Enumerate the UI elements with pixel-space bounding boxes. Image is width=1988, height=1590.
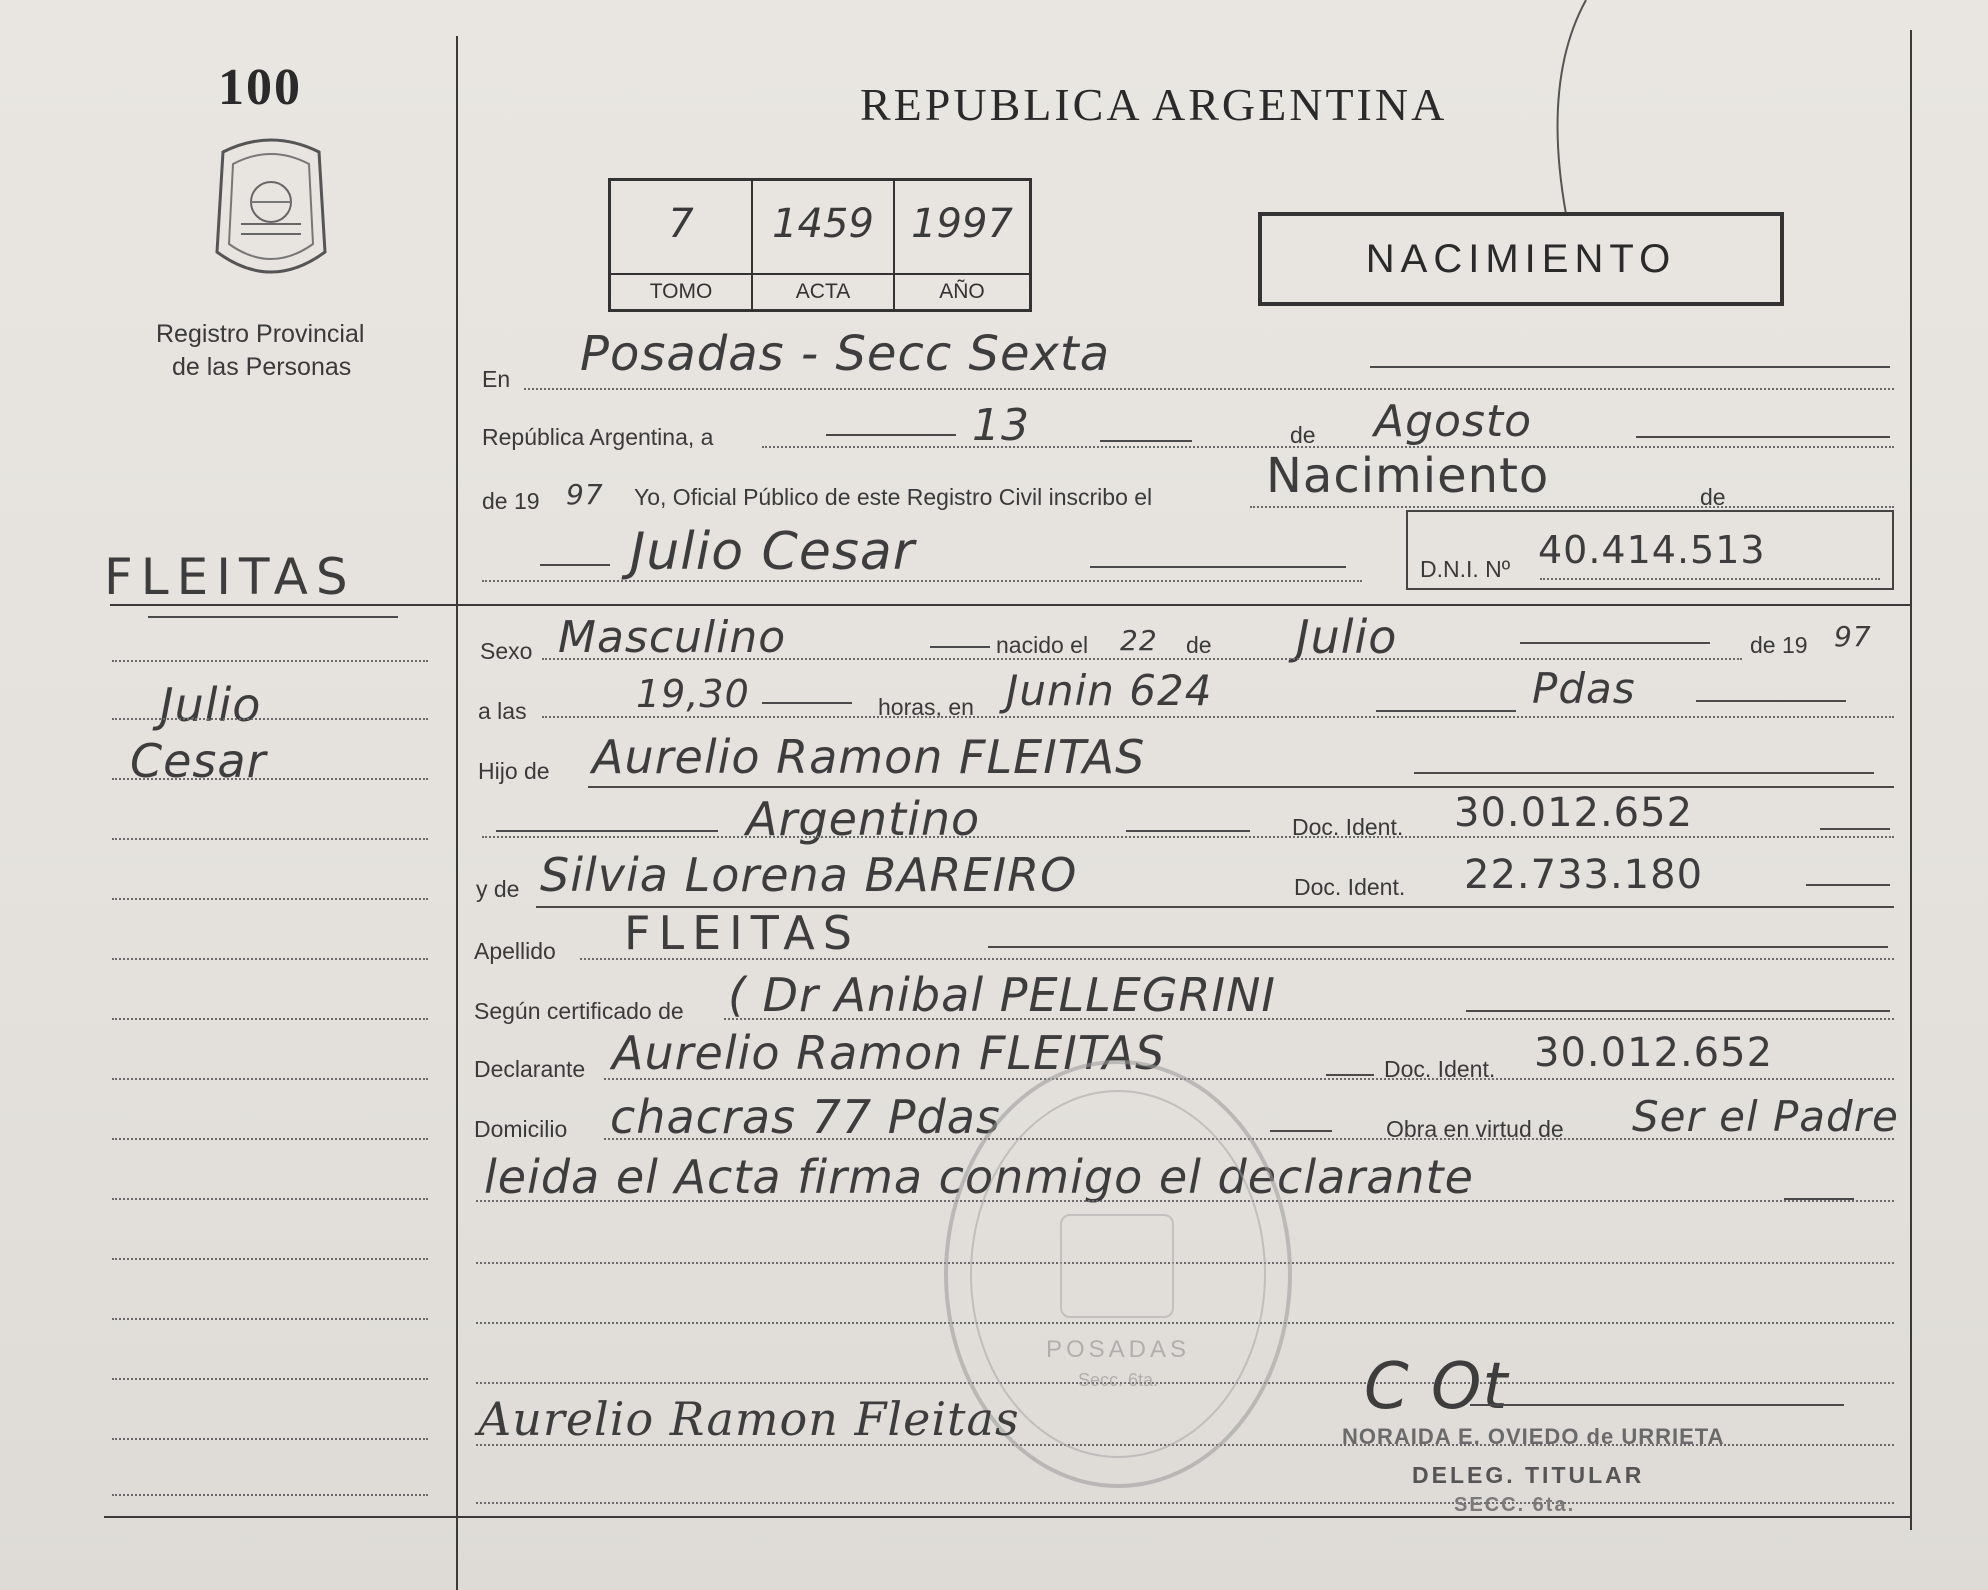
a-las-line bbox=[542, 716, 1894, 718]
column-divider bbox=[456, 36, 458, 1590]
horas-en-label: horas, en bbox=[878, 694, 974, 720]
padre-dash bbox=[1414, 772, 1874, 774]
anio-label: AÑO bbox=[895, 273, 1029, 309]
margin-line bbox=[112, 1018, 428, 1020]
day-value: 13 bbox=[972, 400, 1030, 451]
bottom-rule bbox=[104, 1516, 1910, 1518]
inscribo-value: Nacimiento bbox=[1266, 448, 1550, 504]
month-dash bbox=[1636, 436, 1890, 438]
sexo-value: Masculino bbox=[558, 612, 787, 663]
domicilio-value: chacras 77 Pdas bbox=[610, 1090, 1001, 1144]
record-number-table bbox=[608, 178, 1032, 312]
margin-line bbox=[112, 1494, 428, 1496]
country-title: REPUBLICA ARGENTINA bbox=[860, 79, 1448, 130]
nacido-label: nacido el bbox=[996, 632, 1089, 658]
year-suffix-value: 97 bbox=[566, 478, 604, 511]
lugar-value: Junin 624 bbox=[1006, 666, 1213, 715]
nac-line bbox=[482, 836, 1894, 838]
oficial-label: Yo, Oficial Público de este Registro Civil inscribo el bbox=[634, 484, 1153, 510]
margin-line bbox=[112, 1078, 428, 1080]
right-border bbox=[1910, 30, 1912, 1530]
margin-line bbox=[112, 838, 428, 840]
nacido-month: Julio bbox=[1296, 610, 1398, 664]
stamp-crest-icon bbox=[1060, 1214, 1174, 1318]
margin-line bbox=[112, 1138, 428, 1140]
declarante-line bbox=[604, 1078, 1894, 1080]
segun-line bbox=[724, 1018, 1894, 1020]
margin-line bbox=[112, 660, 428, 662]
apellido-value: FLEITAS bbox=[624, 906, 860, 960]
apellido-label: Apellido bbox=[474, 938, 556, 964]
registry-name-line2: de las Personas bbox=[172, 353, 352, 381]
apellido-line bbox=[580, 958, 1894, 960]
sexo-dash bbox=[930, 646, 990, 648]
madre-value: Silvia Lorena BAREIRO bbox=[540, 848, 1078, 902]
en-value: Posadas - Secc Sexta bbox=[580, 326, 1111, 382]
margin-given-name-2: Cesar bbox=[130, 734, 267, 788]
registry-name-line1: Registro Provincial bbox=[156, 320, 365, 348]
oficial-title: DELEG. TITULAR bbox=[1412, 1462, 1645, 1488]
tomo-label: TOMO bbox=[611, 273, 751, 309]
nacido-year: 97 bbox=[1834, 620, 1872, 653]
ciudad-dash bbox=[1696, 700, 1846, 702]
surname-underline bbox=[148, 616, 398, 618]
margin-line bbox=[112, 1258, 428, 1260]
certificado-dash bbox=[1466, 1010, 1890, 1012]
record-type-box: NACIMIENTO bbox=[1258, 212, 1784, 306]
year-prefix-label: de 19 bbox=[482, 488, 540, 514]
margin-line bbox=[112, 1378, 428, 1380]
nac-dash-left bbox=[496, 830, 718, 832]
y-de-label: y de bbox=[476, 876, 520, 902]
acta-value: 1459 bbox=[772, 201, 874, 247]
blank-line bbox=[476, 1502, 1894, 1504]
domicilio-label: Domicilio bbox=[474, 1116, 568, 1142]
stamp-section: Secc. 6ta. bbox=[1077, 1370, 1159, 1390]
declarante-doc-value: 30.012.652 bbox=[1534, 1030, 1774, 1076]
a-las-label: a las bbox=[478, 698, 527, 724]
madre-doc-label: Doc. Ident. bbox=[1294, 874, 1406, 900]
dni-line bbox=[1540, 578, 1880, 580]
padre-value: Aurelio Ramon FLEITAS bbox=[592, 730, 1146, 784]
oficial-line bbox=[1250, 506, 1894, 508]
middle-rule bbox=[110, 604, 1910, 606]
acta-label: ACTA bbox=[753, 273, 893, 309]
margin-line bbox=[112, 1438, 428, 1440]
margin-line bbox=[112, 1318, 428, 1320]
padre-doc-label: Doc. Ident. bbox=[1292, 814, 1404, 840]
dni-label: D.N.I. Nº bbox=[1420, 556, 1511, 582]
declarante-value: Aurelio Ramon FLEITAS bbox=[612, 1026, 1166, 1080]
page-number: 100 bbox=[218, 59, 302, 116]
oficial-signature: C Ot bbox=[1364, 1350, 1509, 1424]
margin-given-name-1: Julio bbox=[160, 678, 262, 732]
margin-line bbox=[112, 718, 428, 720]
name-dash-right bbox=[1090, 566, 1346, 568]
lugar-ciudad: Pdas bbox=[1532, 664, 1636, 713]
pen-stroke bbox=[1540, 0, 1590, 214]
segun-label: Según certificado de bbox=[474, 998, 684, 1024]
nac-dash-right bbox=[1126, 830, 1250, 832]
oficial-signature-stroke bbox=[1470, 1404, 1844, 1406]
tomo-value: 7 bbox=[668, 201, 694, 247]
en-line bbox=[524, 388, 1894, 390]
apellido-dash bbox=[988, 946, 1888, 948]
month2-dash bbox=[1520, 642, 1710, 644]
certificado-value: ( Dr Anibal PELLEGRINI bbox=[728, 968, 1276, 1022]
obra-value: Ser el Padre bbox=[1632, 1092, 1899, 1141]
en-label: En bbox=[482, 366, 511, 392]
leida-value: leida el Acta firma conmigo el declarante bbox=[484, 1150, 1474, 1204]
padre-doc-dash bbox=[1820, 828, 1890, 830]
domicilio-dash bbox=[1270, 1130, 1332, 1132]
obra-label: Obra en virtud de bbox=[1386, 1116, 1564, 1142]
en-dash bbox=[1370, 366, 1890, 368]
acta-cell bbox=[753, 181, 895, 309]
anio-value: 1997 bbox=[911, 201, 1013, 247]
margin-line bbox=[112, 778, 428, 780]
oficial-name: NORAIDA E. OVIEDO de URRIETA bbox=[1342, 1424, 1725, 1449]
declarante-doc-label: Doc. Ident. bbox=[1384, 1056, 1496, 1082]
hora-value: 19,30 bbox=[636, 672, 750, 716]
stamp-city: POSADAS bbox=[1045, 1336, 1191, 1363]
sexo-label: Sexo bbox=[480, 638, 533, 664]
nacido-day: 22 bbox=[1120, 624, 1158, 657]
anio-cell bbox=[895, 181, 1029, 309]
name-line bbox=[482, 580, 1362, 582]
margin-surname: FLEITAS bbox=[104, 548, 356, 606]
de19-label: de 19 bbox=[1750, 632, 1808, 658]
republica-label: República Argentina, a bbox=[482, 424, 714, 450]
day-dash-2 bbox=[1100, 440, 1192, 442]
padre-underline bbox=[588, 786, 1894, 788]
padre-nacionalidad: Argentino bbox=[746, 792, 981, 846]
margin-line bbox=[112, 958, 428, 960]
day-dash bbox=[826, 434, 956, 436]
tomo-cell bbox=[611, 181, 753, 309]
declarante-signature: Aurelio Ramon Fleitas bbox=[478, 1392, 1020, 1446]
dni-value: 40.414.513 bbox=[1538, 528, 1766, 572]
margin-line bbox=[112, 1198, 428, 1200]
de-label-2: de bbox=[1700, 484, 1726, 510]
month-value: Agosto bbox=[1374, 396, 1533, 447]
madre-doc-value: 22.733.180 bbox=[1464, 852, 1704, 898]
madre-doc-dash bbox=[1806, 884, 1890, 886]
nombre-value: Julio Cesar bbox=[630, 522, 916, 582]
hora-dash bbox=[762, 702, 852, 704]
hijo-label: Hijo de bbox=[478, 758, 550, 784]
margin-line bbox=[112, 898, 428, 900]
oficial-section: SECC. 6ta. bbox=[1454, 1494, 1576, 1516]
de-label-3: de bbox=[1186, 632, 1212, 658]
province-seal-icon bbox=[205, 132, 337, 286]
name-dash-left bbox=[540, 564, 610, 566]
sexo-line bbox=[542, 658, 1742, 660]
declarante-label: Declarante bbox=[474, 1056, 586, 1082]
lugar-dash bbox=[1376, 710, 1516, 712]
padre-doc-value: 30.012.652 bbox=[1454, 790, 1694, 836]
declarante-dash bbox=[1326, 1074, 1374, 1076]
de-label: de bbox=[1290, 422, 1316, 448]
